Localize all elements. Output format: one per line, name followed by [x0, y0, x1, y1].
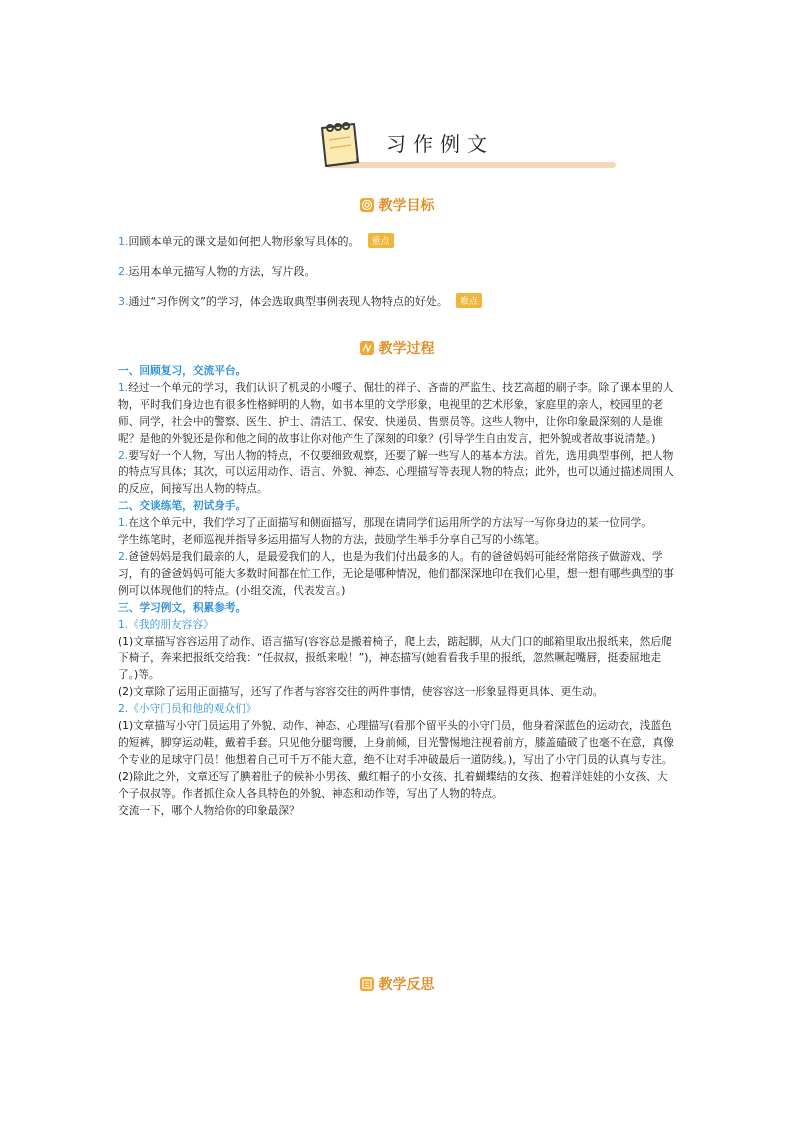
reflection-title: 教学反思	[378, 977, 435, 993]
paragraph-number: 2.	[118, 448, 129, 462]
page-title: 习作例文	[386, 132, 494, 156]
objective-text: 回顾本单元的课文是如何把人物形象写具体的。	[128, 235, 360, 248]
title-underline	[326, 162, 616, 168]
objective-text: 通过“习作例文”的学习，体会选取典型事例表现人物特点的好处。	[128, 295, 448, 308]
part3-heading: 三、学习例文，积累参考。	[118, 600, 247, 614]
paragraph: 学生练笔时，老师巡视并指导多运用描写人物的方法，鼓励学生举手分享自己写的小练笔。	[118, 533, 546, 547]
paragraph-text: 在这个单元中，我们学习了正面描写和侧面描写，那现在请同学们运用所学的方法写一写你身边的某一位同学。	[128, 516, 652, 530]
example-title: 1.《我的朋友容容》	[118, 617, 214, 631]
objective-number: 3.	[118, 295, 129, 308]
objective-number: 1.	[118, 235, 129, 248]
paragraph	[118, 515, 678, 532]
paragraph: (2)除此之外，文章还写了腆着肚子的候补小男孩、戴红帽子的小女孩、扎着蝴蝶结的女孩、抱着洋娃娃的小女孩、大个子叔叔等。作者抓住众人各具特色的外貌、神态和动作等，写出了人物的特点。	[118, 769, 668, 800]
title-banner	[316, 118, 616, 172]
objectives-title: 教学目标	[378, 198, 435, 214]
reflection-header	[0, 974, 794, 994]
process-header	[0, 338, 794, 358]
reflection-icon	[360, 977, 374, 991]
paragraph	[118, 380, 678, 448]
objective-item	[118, 293, 482, 309]
wave-icon	[360, 341, 374, 355]
paragraph-text: 要写好一个人物，写出人物的特点，不仅要细致观察，还要了解一些写人的基本方法。首先，选用典型事例，把人物的特点写具体；其次，可以运用动作、语言、外貌、神态、心理描写等表现人物的特点；此外，也可以通过描述周围人的反应，间接写出人物的特点。	[118, 448, 674, 496]
process-title: 教学过程	[378, 341, 435, 357]
objectives-header	[0, 195, 794, 215]
paragraph-number: 2.	[118, 549, 129, 563]
paragraph: (1)文章描写容容运用了动作、语言描写(容容总是搬着椅子，爬上去，踮起脚，从大门口的邮箱里取出报纸来，然后爬下椅子，奔来把报纸交给我：“任叔叔，报纸来啦！”)，神态描写(她看看我手里的报纸，忽然噘起嘴唇，挺委屈地走了。)等。	[118, 634, 672, 682]
paragraph-number: 1.	[118, 380, 129, 394]
difficulty-badge: 难点	[456, 293, 482, 308]
example-title: 2.《小守门员和他的观众们》	[118, 702, 257, 716]
part1-heading: 一、回顾复习，交流平台。	[118, 364, 247, 377]
target-icon	[360, 198, 374, 212]
paragraph: (1)文章描写小守门员运用了外貌、动作、神态、心理描写(看那个留平头的小守门员，他身着深蓝色的运动衣，浅蓝色的短裤，脚穿运动鞋，戴着手套。只见他分腿弯腰，上身前倾，目光警惕地注视着前方，膝盖磕破了也毫不在意，真像个专业的足球守门员！他想着自己可千万不能大意，绝不让对手冲破最后一道防线。)，写出了小守门员的认真与专注。	[118, 719, 674, 766]
closing-question: 交流一下，哪个人物给你的印象最深？	[118, 803, 300, 817]
key-point-badge: 重点	[368, 233, 394, 248]
objective-item	[118, 263, 316, 279]
paragraph	[118, 448, 678, 499]
objective-text: 运用本单元描写人物的方法，写片段。	[128, 265, 316, 278]
paragraph-text: 爸爸妈妈是我们最亲的人，是最爱我们的人，也是为我们付出最多的人。有的爸爸妈妈可能经常陪孩子做游戏、学习，有的爸爸妈妈可能大多数时间都在忙工作，无论是哪种情况，他们都深深地印在我们心里，想一想有哪些典型的事例可以体现他们的特点。(小组交流，代表发言。)	[118, 549, 674, 597]
part2-heading: 二、交谈练笔，初试身手。	[118, 499, 247, 513]
paragraph-number: 1.	[118, 516, 129, 530]
paragraph-text: 经过一个单元的学习，我们认识了机灵的小嘎子、倔壮的祥子、吝啬的严监生、技艺高超的刷子李。除了课本里的人物，平时我们身边也有很多性格鲜明的人物，如书本里的文学形象，电视里的艺术形象，家庭里的亲人，校园里的老师、同学，社会中的警察、医生、护士、清洁工、保安、快递员、售票员等。这些人物中，让你印象最深刻的人是谁呢？是他的外貌还是你和他之间的故事让你对他产生了深刻的印象？(引导学生自由发言，把外貌或者故事说清楚。)	[118, 380, 674, 445]
notebook-icon	[316, 118, 362, 168]
process-content	[118, 363, 678, 819]
paragraph	[118, 549, 678, 600]
objective-item	[118, 233, 394, 249]
paragraph: (2)文章除了运用正面描写，还写了作者与容容交往的两件事情，使容容这一形象显得更具体、更生动。	[118, 685, 604, 699]
objective-number: 2.	[118, 265, 129, 278]
